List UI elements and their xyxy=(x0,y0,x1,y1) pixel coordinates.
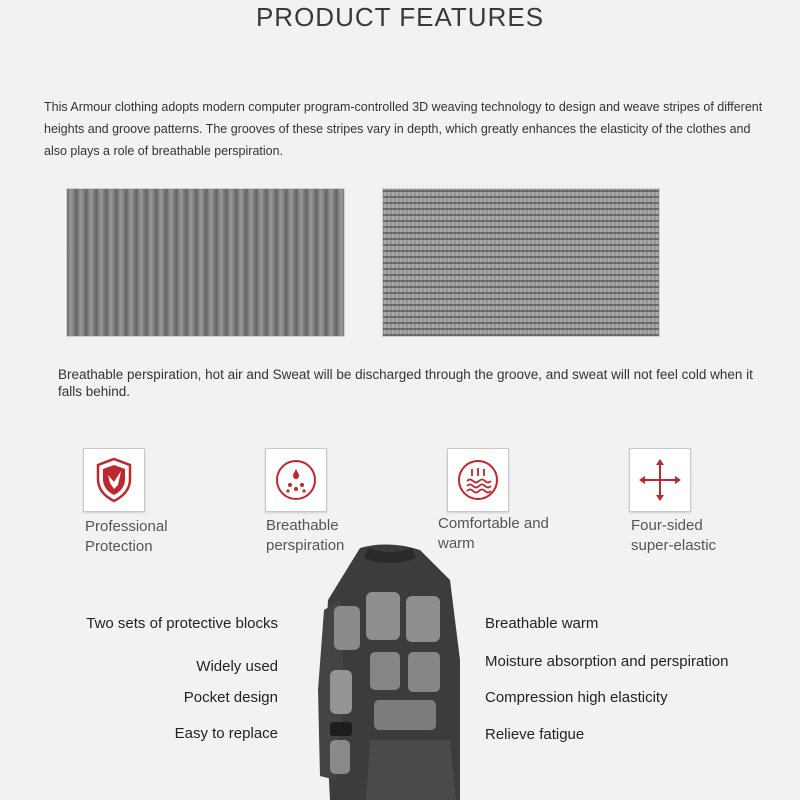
left-feature-item: Pocket design xyxy=(183,689,278,706)
heat-waves-icon xyxy=(447,448,509,512)
intro-paragraph: This Armour clothing adopts modern computer program-controlled 3D weaving technology to design and weave stripes of different heights and groove patterns. The grooves of these stripes vary in depth, which greatly enhances the elasticity of the clothes and also plays a role of breathable perspiration. xyxy=(44,100,763,158)
right-feature-item: Relieve fatigue xyxy=(485,726,585,743)
right-feature-item: Breathable warm xyxy=(485,615,599,632)
feature-label-breathable: Breathable perspiration xyxy=(266,517,345,554)
four-way-arrows-icon xyxy=(629,448,691,512)
ribbed-fabric-image xyxy=(66,188,345,337)
fabric-caption: Breathable perspiration, hot air and Sweat will be discharged through the groove, and sweat will not feel cold when it falls behind. xyxy=(58,367,753,399)
feature-label-comfortable: Comfortable and warm xyxy=(438,515,549,552)
page-title: PRODUCT FEATURES xyxy=(255,2,545,32)
shield-icon xyxy=(83,448,145,512)
feature-label-elastic: Four-sided super-elastic xyxy=(631,517,717,554)
left-feature-item: Easy to replace xyxy=(174,725,278,742)
protective-shirt-image xyxy=(310,540,470,800)
droplets-icon xyxy=(265,448,327,512)
left-feature-item: Widely used xyxy=(196,658,278,675)
feature-label-protection: Professional Protection xyxy=(85,518,168,555)
mesh-fabric-image xyxy=(382,188,660,337)
right-feature-item: Moisture absorption and perspiration xyxy=(485,653,729,670)
right-feature-item: Compression high elasticity xyxy=(485,689,668,706)
left-feature-item: Two sets of protective blocks xyxy=(86,615,278,632)
